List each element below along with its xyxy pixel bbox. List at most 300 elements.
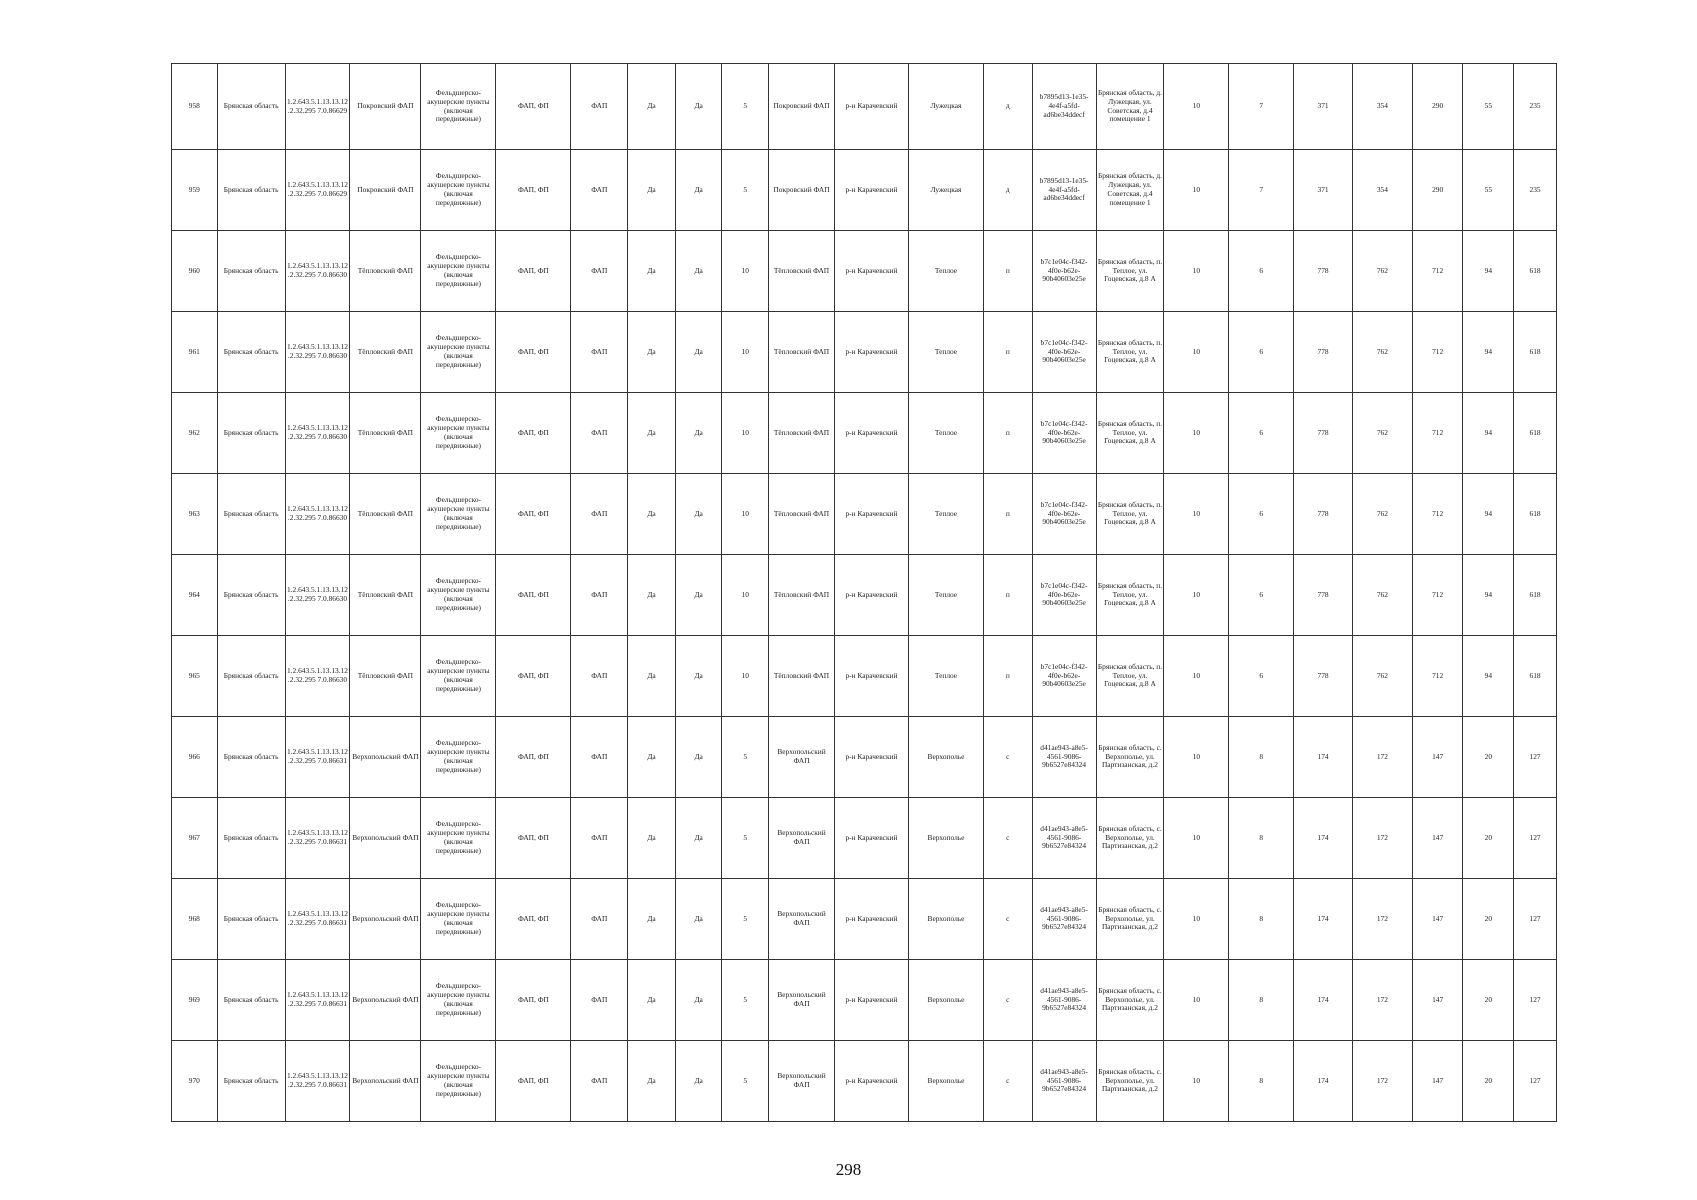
district-cell: р-н Карачевский [834, 231, 908, 312]
flag-cell-2: Да [675, 150, 722, 231]
value-cell-1: 10 [1164, 879, 1229, 960]
flag-cell-1: Да [628, 960, 676, 1041]
facility-short-cell: ФАП [571, 879, 628, 960]
registry-code-cell: 1.2.643.5.1.13.13.12.2.32.295 7.0.86630 [285, 474, 350, 555]
value-cell-3: 371 [1294, 150, 1353, 231]
facility-kind-cell: ФАП, ФП [496, 474, 571, 555]
value-cell-3: 778 [1294, 393, 1353, 474]
address-cell: Брянская область, с. Верхополье, ул. Партизанская, д.2 [1096, 1041, 1164, 1122]
registry-code-cell: 1.2.643.5.1.13.13.12.2.32.295 7.0.86630 [285, 636, 350, 717]
value-cell-6: 20 [1463, 798, 1514, 879]
guid-cell: b7895d13-1e35-4e4f-a5fd-ad6be34ddecf [1032, 64, 1096, 150]
value-cell-5: 147 [1412, 1041, 1463, 1122]
guid-cell: d41ae943-a8e5-4561-9086-9b6527e84324 [1032, 960, 1096, 1041]
locality-cell: Теплое [908, 312, 983, 393]
value-cell-3: 371 [1294, 64, 1353, 150]
flag-cell-1: Да [628, 474, 676, 555]
region-cell: Брянская область [217, 960, 285, 1041]
district-cell: р-н Карачевский [834, 312, 908, 393]
facility-type-cell: Фельдшерско-акушерские пункты (включая передвижные) [421, 798, 496, 879]
value-cell-2: 6 [1229, 636, 1294, 717]
facility-type-cell: Фельдшерско-акушерские пункты (включая передвижные) [421, 879, 496, 960]
count-cell: 5 [722, 150, 769, 231]
row-number: 968 [172, 879, 218, 960]
registry-code-cell: 1.2.643.5.1.13.13.12.2.32.295 7.0.86630 [285, 312, 350, 393]
facility-name-cell: Тёпловский ФАП [350, 393, 421, 474]
district-cell: р-н Карачевский [834, 879, 908, 960]
value-cell-6: 94 [1463, 474, 1514, 555]
value-cell-7: 127 [1514, 717, 1557, 798]
locality-cell: Теплое [908, 474, 983, 555]
value-cell-2: 8 [1229, 960, 1294, 1041]
district-cell: р-н Карачевский [834, 636, 908, 717]
unit-name-cell: Тёпловский ФАП [769, 555, 835, 636]
region-cell: Брянская область [217, 636, 285, 717]
facility-short-cell: ФАП [571, 393, 628, 474]
flag-cell-2: Да [675, 393, 722, 474]
value-cell-1: 10 [1164, 1041, 1229, 1122]
locality-type-cell: п [983, 312, 1032, 393]
value-cell-4: 762 [1352, 474, 1412, 555]
count-cell: 10 [722, 231, 769, 312]
facility-name-cell: Тёпловский ФАП [350, 555, 421, 636]
region-cell: Брянская область [217, 717, 285, 798]
locality-cell: Теплое [908, 636, 983, 717]
address-cell: Брянская область, с. Верхополье, ул. Партизанская, д.2 [1096, 798, 1164, 879]
value-cell-1: 10 [1164, 312, 1229, 393]
locality-type-cell: п [983, 636, 1032, 717]
locality-cell: Верхополье [908, 798, 983, 879]
value-cell-4: 762 [1352, 636, 1412, 717]
locality-type-cell: д [983, 64, 1032, 150]
locality-cell: Теплое [908, 231, 983, 312]
flag-cell-2: Да [675, 555, 722, 636]
facility-short-cell: ФАП [571, 717, 628, 798]
value-cell-1: 10 [1164, 717, 1229, 798]
count-cell: 5 [722, 717, 769, 798]
flag-cell-1: Да [628, 798, 676, 879]
value-cell-1: 10 [1164, 231, 1229, 312]
locality-type-cell: п [983, 555, 1032, 636]
flag-cell-2: Да [675, 64, 722, 150]
value-cell-5: 712 [1412, 393, 1463, 474]
table-row [172, 312, 1557, 393]
count-cell: 5 [722, 879, 769, 960]
table-row [172, 717, 1557, 798]
registry-code-cell: 1.2.643.5.1.13.13.12.2.32.295 7.0.86631 [285, 798, 350, 879]
count-cell: 10 [722, 555, 769, 636]
facility-kind-cell: ФАП, ФП [496, 393, 571, 474]
facility-name-cell: Тёпловский ФАП [350, 474, 421, 555]
address-cell: Брянская область, п. Теплое, ул. Гоцевская, д.8 А [1096, 474, 1164, 555]
unit-name-cell: Покровский ФАП [769, 150, 835, 231]
value-cell-4: 762 [1352, 393, 1412, 474]
value-cell-1: 10 [1164, 798, 1229, 879]
locality-cell: Верхополье [908, 1041, 983, 1122]
registry-code-cell: 1.2.643.5.1.13.13.12.2.32.295 7.0.86630 [285, 231, 350, 312]
locality-type-cell: д [983, 150, 1032, 231]
value-cell-3: 174 [1294, 1041, 1353, 1122]
count-cell: 5 [722, 798, 769, 879]
value-cell-6: 20 [1463, 717, 1514, 798]
value-cell-2: 6 [1229, 231, 1294, 312]
registry-code-cell: 1.2.643.5.1.13.13.12.2.32.295 7.0.86630 [285, 393, 350, 474]
locality-cell: Верхополье [908, 960, 983, 1041]
table-row [172, 150, 1557, 231]
value-cell-5: 712 [1412, 231, 1463, 312]
row-number: 970 [172, 1041, 218, 1122]
locality-type-cell: п [983, 393, 1032, 474]
registry-code-cell: 1.2.643.5.1.13.13.12.2.32.295 7.0.86631 [285, 960, 350, 1041]
table-row [172, 879, 1557, 960]
table-row [172, 960, 1557, 1041]
region-cell: Брянская область [217, 798, 285, 879]
unit-name-cell: Верхопольский ФАП [769, 879, 835, 960]
value-cell-7: 127 [1514, 960, 1557, 1041]
value-cell-7: 618 [1514, 555, 1557, 636]
facility-short-cell: ФАП [571, 150, 628, 231]
value-cell-4: 354 [1352, 150, 1412, 231]
flag-cell-2: Да [675, 717, 722, 798]
flag-cell-1: Да [628, 231, 676, 312]
value-cell-3: 174 [1294, 717, 1353, 798]
row-number: 969 [172, 960, 218, 1041]
value-cell-6: 55 [1463, 150, 1514, 231]
value-cell-3: 174 [1294, 879, 1353, 960]
count-cell: 10 [722, 474, 769, 555]
address-cell: Брянская область, с. Верхополье, ул. Партизанская, д.2 [1096, 960, 1164, 1041]
facility-kind-cell: ФАП, ФП [496, 555, 571, 636]
locality-type-cell: с [983, 798, 1032, 879]
flag-cell-2: Да [675, 1041, 722, 1122]
district-cell: р-н Карачевский [834, 798, 908, 879]
value-cell-4: 762 [1352, 231, 1412, 312]
district-cell: р-н Карачевский [834, 555, 908, 636]
row-number: 959 [172, 150, 218, 231]
flag-cell-1: Да [628, 717, 676, 798]
facility-type-cell: Фельдшерско-акушерские пункты (включая передвижные) [421, 555, 496, 636]
region-cell: Брянская область [217, 474, 285, 555]
value-cell-4: 762 [1352, 555, 1412, 636]
guid-cell: b7895d13-1e35-4e4f-a5fd-ad6be34ddecf [1032, 150, 1096, 231]
table-row [172, 1041, 1557, 1122]
table-row [172, 798, 1557, 879]
row-number: 961 [172, 312, 218, 393]
value-cell-6: 55 [1463, 64, 1514, 150]
facility-name-cell: Верхопольский ФАП [350, 717, 421, 798]
address-cell: Брянская область, с. Верхополье, ул. Партизанская, д.2 [1096, 879, 1164, 960]
value-cell-7: 127 [1514, 1041, 1557, 1122]
row-number: 967 [172, 798, 218, 879]
facility-type-cell: Фельдшерско-акушерские пункты (включая передвижные) [421, 636, 496, 717]
unit-name-cell: Верхопольский ФАП [769, 960, 835, 1041]
value-cell-4: 172 [1352, 717, 1412, 798]
locality-type-cell: п [983, 474, 1032, 555]
table-row [172, 64, 1557, 150]
value-cell-4: 172 [1352, 798, 1412, 879]
district-cell: р-н Карачевский [834, 150, 908, 231]
value-cell-3: 778 [1294, 474, 1353, 555]
flag-cell-2: Да [675, 960, 722, 1041]
flag-cell-2: Да [675, 636, 722, 717]
registry-code-cell: 1.2.643.5.1.13.13.12.2.32.295 7.0.86631 [285, 1041, 350, 1122]
count-cell: 10 [722, 636, 769, 717]
value-cell-6: 20 [1463, 879, 1514, 960]
value-cell-4: 762 [1352, 312, 1412, 393]
district-cell: р-н Карачевский [834, 717, 908, 798]
guid-cell: b7c1e04c-f342-4f0e-b62e-90b40603e25e [1032, 393, 1096, 474]
flag-cell-1: Да [628, 879, 676, 960]
address-cell: Брянская область, д. Лужецкая, ул. Советская, д.4 помещение 1 [1096, 64, 1164, 150]
value-cell-3: 778 [1294, 231, 1353, 312]
value-cell-6: 94 [1463, 231, 1514, 312]
district-cell: р-н Карачевский [834, 393, 908, 474]
value-cell-2: 8 [1229, 717, 1294, 798]
value-cell-1: 10 [1164, 555, 1229, 636]
value-cell-2: 8 [1229, 879, 1294, 960]
flag-cell-2: Да [675, 231, 722, 312]
row-number: 963 [172, 474, 218, 555]
locality-cell: Лужецкая [908, 150, 983, 231]
count-cell: 5 [722, 1041, 769, 1122]
locality-cell: Теплое [908, 393, 983, 474]
value-cell-1: 10 [1164, 636, 1229, 717]
value-cell-5: 712 [1412, 636, 1463, 717]
facility-kind-cell: ФАП, ФП [496, 879, 571, 960]
value-cell-7: 127 [1514, 879, 1557, 960]
value-cell-5: 290 [1412, 150, 1463, 231]
count-cell: 5 [722, 64, 769, 150]
value-cell-6: 94 [1463, 393, 1514, 474]
facility-short-cell: ФАП [571, 474, 628, 555]
value-cell-1: 10 [1164, 960, 1229, 1041]
unit-name-cell: Тёпловский ФАП [769, 474, 835, 555]
unit-name-cell: Тёпловский ФАП [769, 231, 835, 312]
facility-type-cell: Фельдшерско-акушерские пункты (включая передвижные) [421, 231, 496, 312]
value-cell-7: 235 [1514, 64, 1557, 150]
address-cell: Брянская область, д. Лужецкая, ул. Советская, д.4 помещение 1 [1096, 150, 1164, 231]
guid-cell: b7c1e04c-f342-4f0e-b62e-90b40603e25e [1032, 312, 1096, 393]
facility-short-cell: ФАП [571, 231, 628, 312]
value-cell-1: 10 [1164, 150, 1229, 231]
facility-type-cell: Фельдшерско-акушерские пункты (включая передвижные) [421, 960, 496, 1041]
locality-type-cell: с [983, 960, 1032, 1041]
flag-cell-1: Да [628, 150, 676, 231]
flag-cell-1: Да [628, 312, 676, 393]
guid-cell: d41ae943-a8e5-4561-9086-9b6527e84324 [1032, 1041, 1096, 1122]
facility-kind-cell: ФАП, ФП [496, 150, 571, 231]
locality-type-cell: с [983, 879, 1032, 960]
unit-name-cell: Верхопольский ФАП [769, 1041, 835, 1122]
row-number: 962 [172, 393, 218, 474]
row-number: 965 [172, 636, 218, 717]
facility-type-cell: Фельдшерско-акушерские пункты (включая передвижные) [421, 312, 496, 393]
guid-cell: b7c1e04c-f342-4f0e-b62e-90b40603e25e [1032, 555, 1096, 636]
value-cell-4: 172 [1352, 960, 1412, 1041]
value-cell-4: 172 [1352, 879, 1412, 960]
registry-code-cell: 1.2.643.5.1.13.13.12.2.32.295 7.0.86629 [285, 64, 350, 150]
guid-cell: b7c1e04c-f342-4f0e-b62e-90b40603e25e [1032, 636, 1096, 717]
value-cell-5: 712 [1412, 555, 1463, 636]
value-cell-6: 20 [1463, 960, 1514, 1041]
facility-name-cell: Верхопольский ФАП [350, 1041, 421, 1122]
facility-name-cell: Тёпловский ФАП [350, 231, 421, 312]
facility-kind-cell: ФАП, ФП [496, 717, 571, 798]
facility-name-cell: Верхопольский ФАП [350, 879, 421, 960]
facility-kind-cell: ФАП, ФП [496, 312, 571, 393]
region-cell: Брянская область [217, 64, 285, 150]
count-cell: 10 [722, 312, 769, 393]
district-cell: р-н Карачевский [834, 64, 908, 150]
unit-name-cell: Тёпловский ФАП [769, 312, 835, 393]
registry-table [171, 63, 1557, 1122]
value-cell-6: 20 [1463, 1041, 1514, 1122]
facility-name-cell: Тёпловский ФАП [350, 312, 421, 393]
value-cell-2: 6 [1229, 393, 1294, 474]
flag-cell-2: Да [675, 879, 722, 960]
guid-cell: d41ae943-a8e5-4561-9086-9b6527e84324 [1032, 717, 1096, 798]
row-number: 958 [172, 64, 218, 150]
facility-type-cell: Фельдшерско-акушерские пункты (включая передвижные) [421, 717, 496, 798]
row-number: 960 [172, 231, 218, 312]
value-cell-6: 94 [1463, 636, 1514, 717]
unit-name-cell: Верхопольский ФАП [769, 798, 835, 879]
facility-short-cell: ФАП [571, 555, 628, 636]
facility-name-cell: Покровский ФАП [350, 150, 421, 231]
facility-short-cell: ФАП [571, 312, 628, 393]
region-cell: Брянская область [217, 150, 285, 231]
value-cell-3: 174 [1294, 798, 1353, 879]
facility-type-cell: Фельдшерско-акушерские пункты (включая передвижные) [421, 64, 496, 150]
unit-name-cell: Верхопольский ФАП [769, 717, 835, 798]
count-cell: 10 [722, 393, 769, 474]
district-cell: р-н Карачевский [834, 474, 908, 555]
facility-type-cell: Фельдшерско-акушерские пункты (включая передвижные) [421, 393, 496, 474]
facility-type-cell: Фельдшерско-акушерские пункты (включая передвижные) [421, 1041, 496, 1122]
facility-kind-cell: ФАП, ФП [496, 1041, 571, 1122]
registry-code-cell: 1.2.643.5.1.13.13.12.2.32.295 7.0.86630 [285, 555, 350, 636]
value-cell-1: 10 [1164, 64, 1229, 150]
flag-cell-1: Да [628, 393, 676, 474]
facility-name-cell: Верхопольский ФАП [350, 798, 421, 879]
table-row [172, 555, 1557, 636]
value-cell-5: 712 [1412, 474, 1463, 555]
flag-cell-1: Да [628, 1041, 676, 1122]
value-cell-7: 618 [1514, 231, 1557, 312]
region-cell: Брянская область [217, 555, 285, 636]
value-cell-2: 6 [1229, 555, 1294, 636]
facility-kind-cell: ФАП, ФП [496, 231, 571, 312]
value-cell-5: 147 [1412, 879, 1463, 960]
value-cell-7: 618 [1514, 393, 1557, 474]
value-cell-2: 6 [1229, 474, 1294, 555]
page-number: 298 [835, 1160, 862, 1179]
registry-code-cell: 1.2.643.5.1.13.13.12.2.32.295 7.0.86631 [285, 717, 350, 798]
facility-name-cell: Верхопольский ФАП [350, 960, 421, 1041]
table-row [172, 231, 1557, 312]
value-cell-3: 778 [1294, 312, 1353, 393]
guid-cell: b7c1e04c-f342-4f0e-b62e-90b40603e25e [1032, 474, 1096, 555]
facility-short-cell: ФАП [571, 636, 628, 717]
value-cell-2: 8 [1229, 798, 1294, 879]
region-cell: Брянская область [217, 879, 285, 960]
value-cell-2: 6 [1229, 312, 1294, 393]
flag-cell-2: Да [675, 798, 722, 879]
value-cell-7: 127 [1514, 798, 1557, 879]
value-cell-1: 10 [1164, 393, 1229, 474]
table-row [172, 474, 1557, 555]
table-row [172, 636, 1557, 717]
facility-short-cell: ФАП [571, 798, 628, 879]
facility-name-cell: Тёпловский ФАП [350, 636, 421, 717]
region-cell: Брянская область [217, 231, 285, 312]
facility-kind-cell: ФАП, ФП [496, 64, 571, 150]
facility-name-cell: Покровский ФАП [350, 64, 421, 150]
locality-cell: Лужецкая [908, 64, 983, 150]
value-cell-4: 172 [1352, 1041, 1412, 1122]
district-cell: р-н Карачевский [834, 1041, 908, 1122]
value-cell-3: 778 [1294, 636, 1353, 717]
registry-code-cell: 1.2.643.5.1.13.13.12.2.32.295 7.0.86629 [285, 150, 350, 231]
value-cell-5: 290 [1412, 64, 1463, 150]
value-cell-5: 147 [1412, 960, 1463, 1041]
value-cell-6: 94 [1463, 312, 1514, 393]
region-cell: Брянская область [217, 393, 285, 474]
locality-cell: Теплое [908, 555, 983, 636]
table-row [172, 393, 1557, 474]
value-cell-6: 94 [1463, 555, 1514, 636]
value-cell-1: 10 [1164, 474, 1229, 555]
unit-name-cell: Тёпловский ФАП [769, 636, 835, 717]
flag-cell-1: Да [628, 64, 676, 150]
row-number: 964 [172, 555, 218, 636]
address-cell: Брянская область, п. Теплое, ул. Гоцевская, д.8 А [1096, 312, 1164, 393]
value-cell-2: 8 [1229, 1041, 1294, 1122]
value-cell-2: 7 [1229, 64, 1294, 150]
guid-cell: d41ae943-a8e5-4561-9086-9b6527e84324 [1032, 798, 1096, 879]
address-cell: Брянская область, п. Теплое, ул. Гоцевская, д.8 А [1096, 555, 1164, 636]
facility-kind-cell: ФАП, ФП [496, 636, 571, 717]
value-cell-5: 147 [1412, 798, 1463, 879]
value-cell-4: 354 [1352, 64, 1412, 150]
facility-short-cell: ФАП [571, 1041, 628, 1122]
row-number: 966 [172, 717, 218, 798]
district-cell: р-н Карачевский [834, 960, 908, 1041]
locality-type-cell: с [983, 1041, 1032, 1122]
flag-cell-2: Да [675, 312, 722, 393]
locality-type-cell: п [983, 231, 1032, 312]
unit-name-cell: Тёпловский ФАП [769, 393, 835, 474]
flag-cell-1: Да [628, 636, 676, 717]
facility-kind-cell: ФАП, ФП [496, 960, 571, 1041]
registry-rows [172, 64, 1557, 1122]
guid-cell: d41ae943-a8e5-4561-9086-9b6527e84324 [1032, 879, 1096, 960]
region-cell: Брянская область [217, 1041, 285, 1122]
value-cell-5: 147 [1412, 717, 1463, 798]
value-cell-7: 618 [1514, 312, 1557, 393]
value-cell-7: 618 [1514, 474, 1557, 555]
value-cell-5: 712 [1412, 312, 1463, 393]
facility-kind-cell: ФАП, ФП [496, 798, 571, 879]
value-cell-7: 618 [1514, 636, 1557, 717]
locality-cell: Верхополье [908, 717, 983, 798]
locality-type-cell: с [983, 717, 1032, 798]
guid-cell: b7c1e04c-f342-4f0e-b62e-90b40603e25e [1032, 231, 1096, 312]
address-cell: Брянская область, с. Верхополье, ул. Партизанская, д.2 [1096, 717, 1164, 798]
value-cell-3: 778 [1294, 555, 1353, 636]
flag-cell-2: Да [675, 474, 722, 555]
value-cell-7: 235 [1514, 150, 1557, 231]
